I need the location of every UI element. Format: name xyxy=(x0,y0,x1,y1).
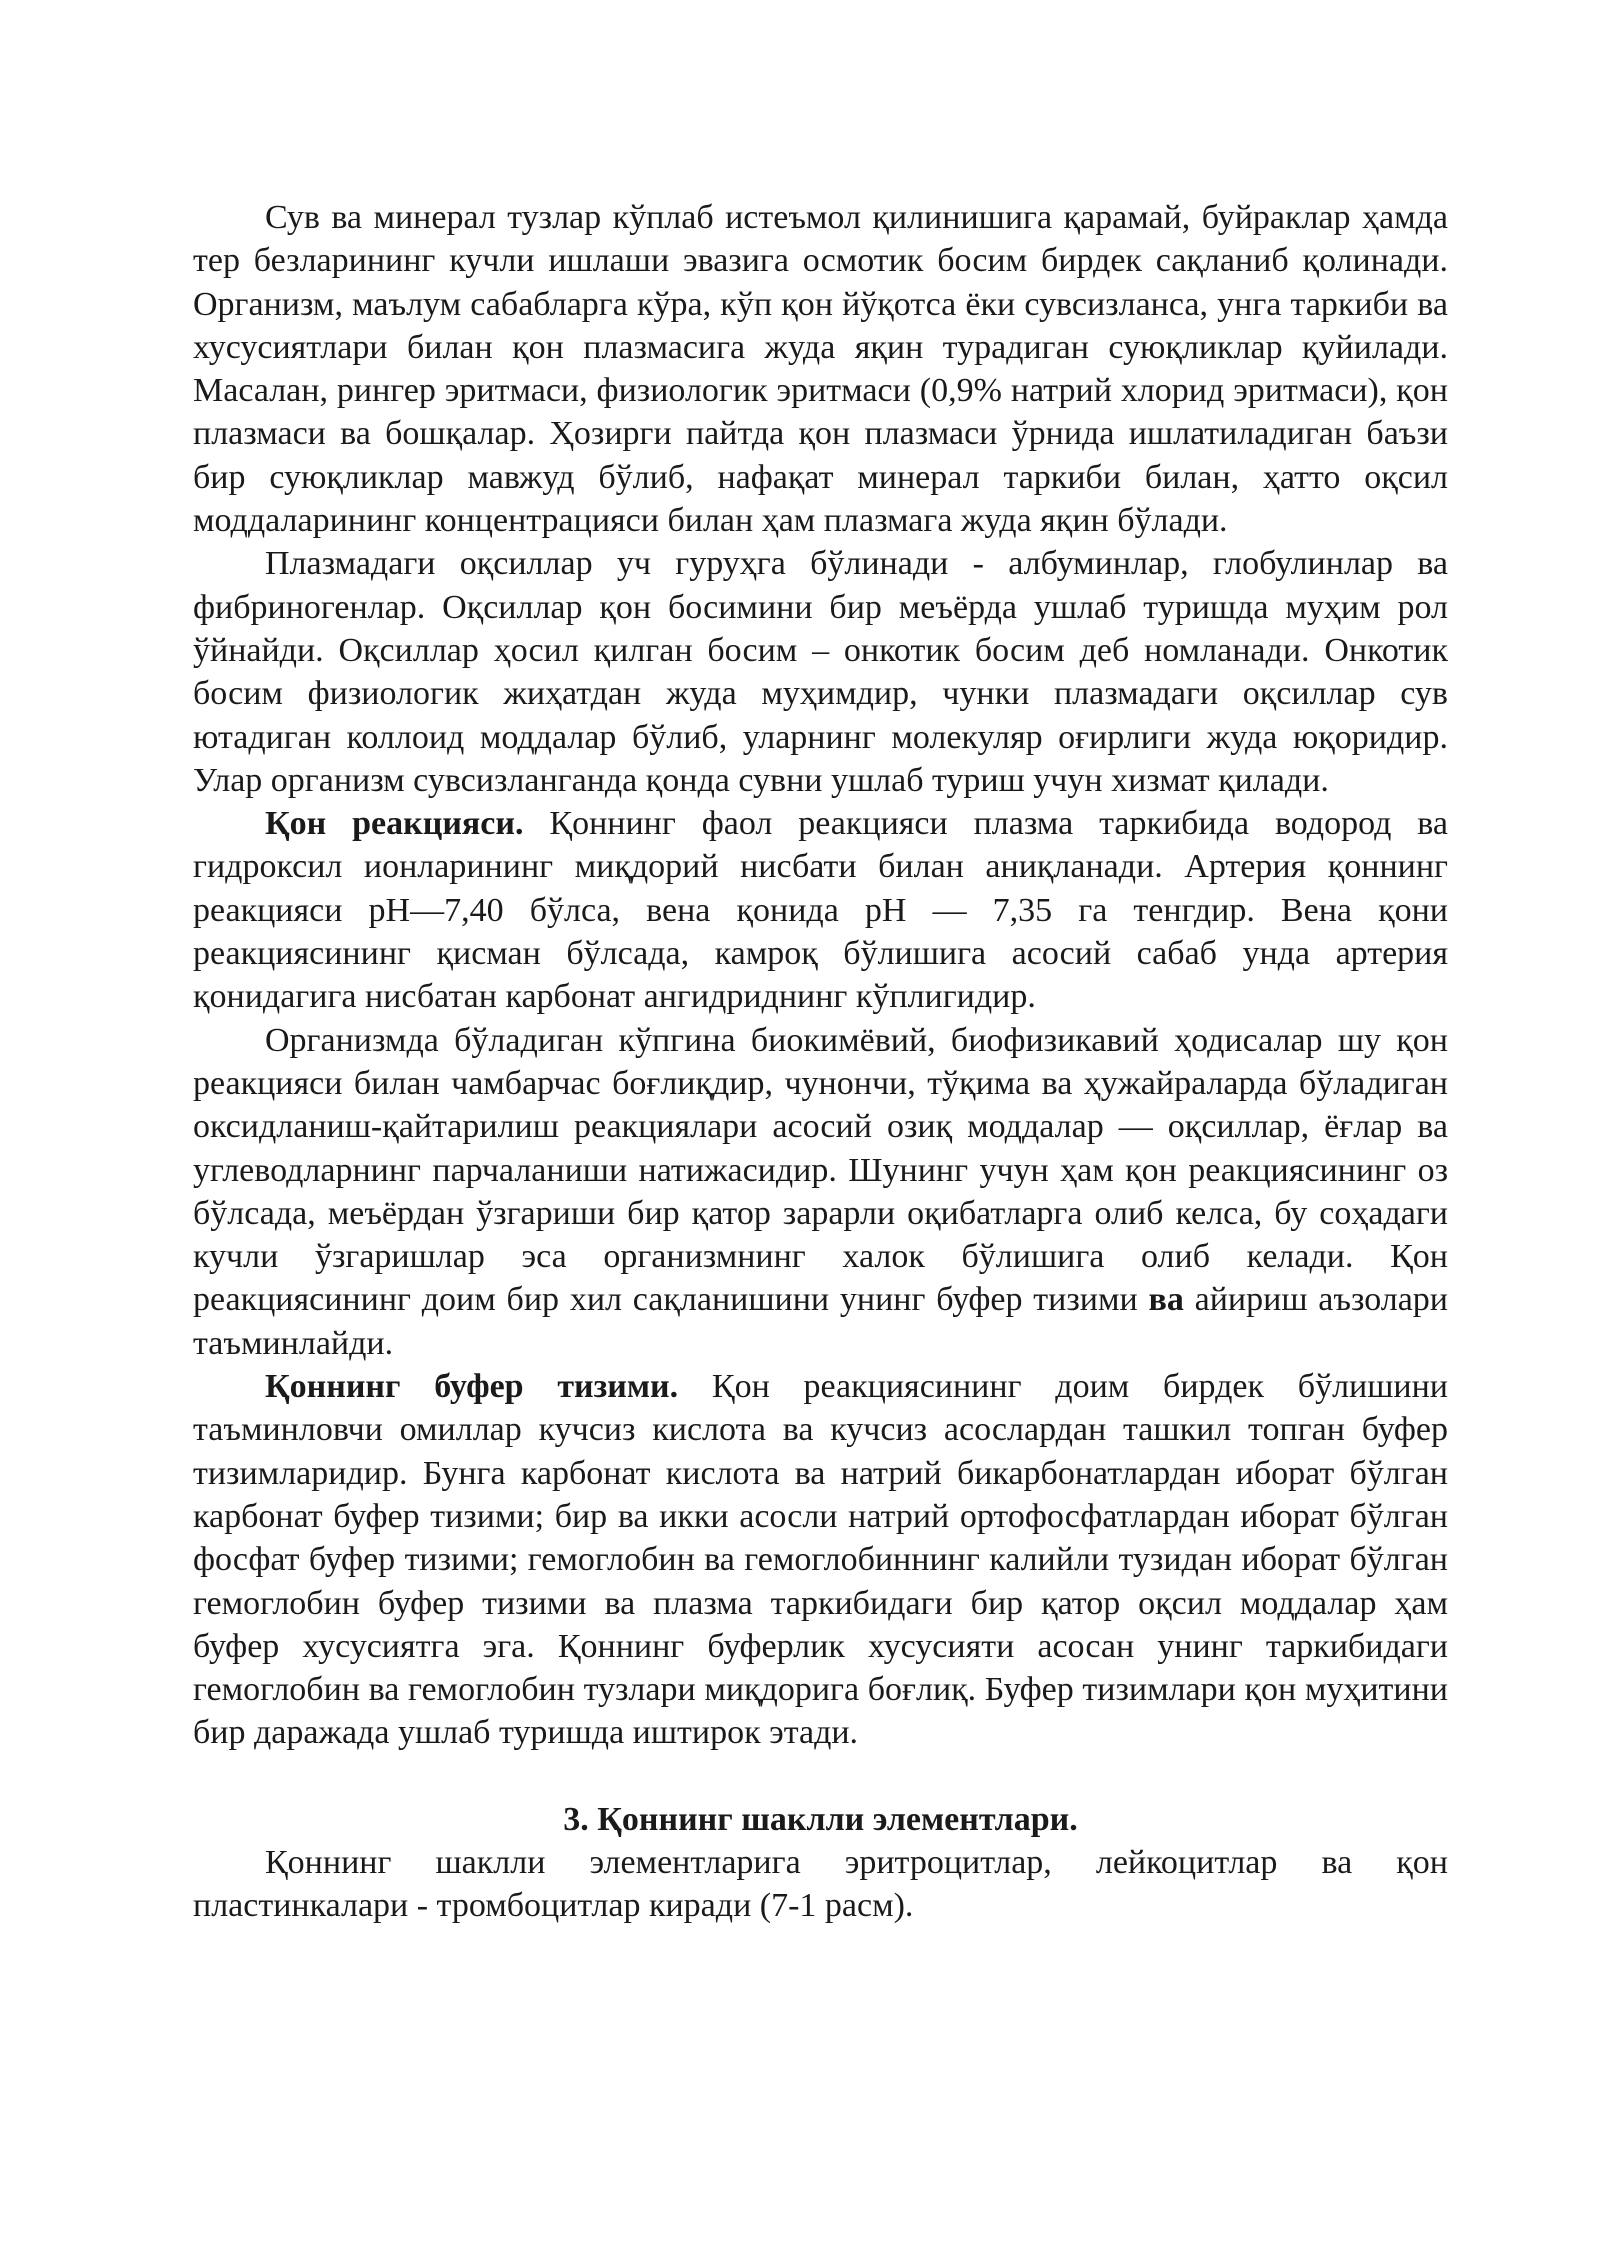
paragraph-biochemical-processes xyxy=(193,1019,1448,1365)
paragraph-text: Қоннинг фаол реакцияси плазма таркибида водород ва гидроксил ионларининг миқдорий нисбати билан аниқланади. Артерия қоннинг реакцияси рН—7,40 бўлса, вена қонида рН — 7,35 га тенгдир. Вена қони реакциясининг қисман бўлсада, камроқ бўлишига асосий сабаб унда артерия қонидагига нисбатан карбонат ангидриднинг кўплигидир. xyxy=(193,805,1449,1016)
paragraph-text: Қон реакциясининг доим бирдек бўлишини таъминловчи омиллар кучсиз кислота ва кучсиз асослардан ташкил топган буфер тизимларидир. Бунга карбонат кислота ва натрий бикарбонатлардан иборат бўлган карбонат буфер тизими; бир ва икки асосли натрий ортофосфатлардан иборат бўлган фосфат буфер тизими; гемоглобин ва гемоглобиннинг калийли тузидан иборат бўлган гемоглобин буфер тизими ва плазма таркибидаги бир қатор оқсил моддалар ҳам буфер хусусиятга эга. Қоннинг буферлик хусусияти асосан унинг таркибидаги гемоглобин ва гемоглобин тузлари миқдорига боғлиқ. Буфер тизимлари қон муҳитини бир даражада ушлаб туришда иштирок этади. xyxy=(193,1368,1448,1752)
paragraph-text: Қоннинг шаклли элементларига эритроцитлар, лейкоцитлар ва қон пластинкалари - тромбоцитлар киради (7-1 расм). xyxy=(193,1843,1448,1925)
paragraph-text: Сув ва минерал тузлар кўплаб истеъмол қилинишига қарамай, буйраклар ҳамда тер безларининг кучли ишлаши эвазига осмотик босим бирдек сақланиб қолинади. Организм, маълум сабабларга кўра, кўп қон йўқотса ёки сувсизланса, унга таркиби ва хусусиятлари билан қон плазмасига жуда яқин турадиган суюқликлар қуйилади. Масалан, рингер эритмаси, физиологик эритмаси (0,9% натрий хлорид эритмаси), қон плазмаси ва бошқалар. Ҳозирги пайтда қон плазмаси ўрнида ишлатиладиган баъзи бир суюқликлар мавжуд бўлиб, нафақат минерал таркиби билан, ҳатто оқсил моддаларининг концентрацияси билан ҳам плазмага жуда яқин бўлади. xyxy=(193,199,1448,540)
paragraph-bold-word: ва xyxy=(1148,1281,1184,1319)
paragraph-buffer-system xyxy=(193,1365,1448,1755)
paragraph-plasma-proteins xyxy=(193,542,1448,802)
section-heading xyxy=(193,1798,1448,1841)
paragraph-text: Организмда бўладиган кўпгина биокимёвий, биофизикавий ҳодисалар шу қон реакцияси билан чамбарчас боғлиқдир, чунончи, тўқима ва ҳужайраларда бўладиган оксидланиш-қайтарилиш реакциялари асосий озиқ моддалар — оқсиллар, ёғлар ва углеводларнинг парчаланиши натижасидир. Шунинг учун ҳам қон реакциясининг оз бўлсада, меъёрдан ўзгариши бир қатор зарарли оқибатларга олиб келса, бу соҳадаги кучли ўзгаришлар эса организмнинг халок бўлишига олиб келади. Қон реакциясининг доим бир хил сақланишини унинг буфер тизими xyxy=(193,1021,1448,1319)
paragraph-blood-reaction xyxy=(193,802,1448,1018)
paragraph-formed-elements xyxy=(193,1841,1448,1928)
paragraph-text: Плазмадаги оқсиллар уч гуруҳга бўлинади - албуминлар, глобулинлар ва фибриногенлар. Оқсиллар қон босимини бир меъёрда ушлаб туришда муҳим рол ўйнайди. Оқсиллар ҳосил қилган босим – онкотик босим деб номланади. Онкотик босим физиологик жиҳатдан жуда муҳимдир, чунки плазмадаги оқсиллар сув ютадиган коллоид моддалар бўлиб, уларнинг молекуляр оғирлиги жуда юқоридир. Улар организм сувсизланганда қонда сувни ушлаб туриш учун хизмат қилади. xyxy=(193,545,1448,799)
section-heading-text: 3. Қоннинг шаклли элементлари xyxy=(563,1800,1070,1838)
paragraph-text: айириш аъзолари таъминлайди. xyxy=(193,1281,1448,1362)
document-page xyxy=(193,196,1448,1928)
paragraph-lead-title: Қоннинг буфер тизими. xyxy=(265,1368,679,1406)
section-heading-suffix: . xyxy=(1069,1800,1078,1838)
paragraph-osmotic-pressure xyxy=(193,196,1448,542)
paragraph-lead-title: Қон реакцияси. xyxy=(265,805,524,843)
